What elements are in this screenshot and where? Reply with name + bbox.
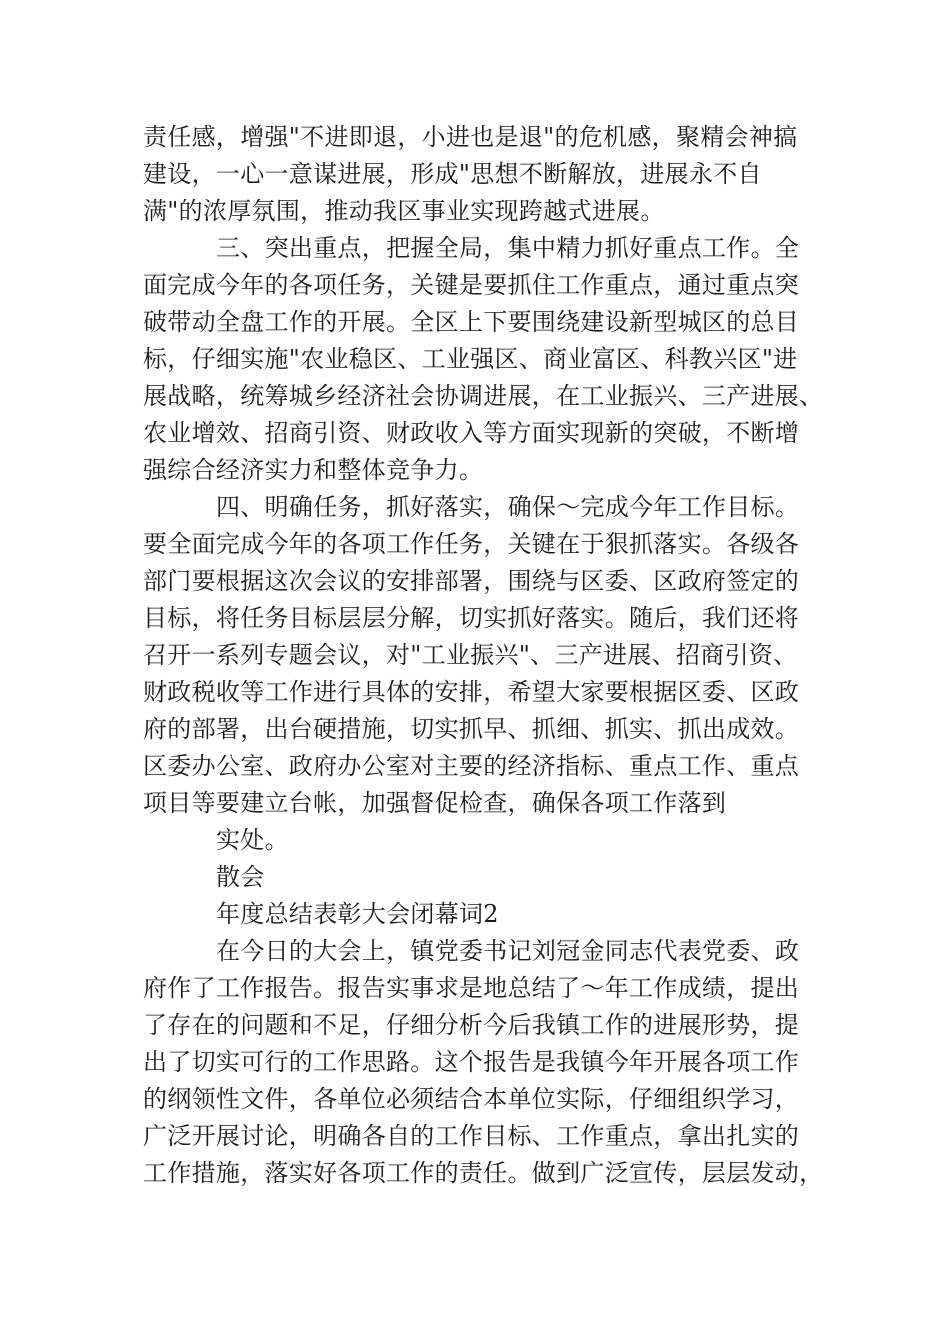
- text-line: 责任感，增强"不进即退，小进也是退"的危机感，聚精会神搞: [143, 123, 798, 151]
- text-line: 建设，一心一意谋进展，形成"思想不断解放，进展永不自: [143, 160, 762, 188]
- text-line: 实处。: [216, 826, 289, 854]
- text-line: 了存在的问题和不足，仔细分析今后我镇工作的进展形势，提: [143, 1011, 800, 1039]
- text-line: 工作措施，落实好各项工作的责任。做到广泛宣传，层层发动，: [143, 1159, 824, 1187]
- text-line: 标，仔细实施"农业稳区、工业强区、商业富区、科教兴区"进: [143, 345, 798, 373]
- text-line: 区委办公室、政府办公室对主要的经济指标、重点工作、重点: [143, 752, 800, 780]
- text-line: 在今日的大会上，镇党委书记刘冠金同志代表党委、政: [216, 937, 800, 965]
- text-line: 府作了工作报告。报告实事求是地总结了～年工作成绩，提出: [143, 974, 800, 1002]
- section-heading: 年度总结表彰大会闭幕词2: [216, 900, 499, 928]
- text-line: 满"的浓厚氛围，推动我区事业实现跨越式进展。: [143, 197, 665, 225]
- text-line: 四、明确任务，抓好落实，确保～完成今年工作目标。: [216, 493, 800, 521]
- text-line: 破带动全盘工作的开展。全区上下要围绕建设新型城区的总目: [143, 308, 800, 336]
- text-line: 广泛开展讨论，明确各自的工作目标、工作重点，拿出扎实的: [143, 1122, 800, 1150]
- text-line: 强综合经济实力和整体竞争力。: [143, 456, 484, 484]
- text-line: 目标，将任务目标层层分解，切实抓好落实。随后，我们还将: [143, 604, 800, 632]
- text-line: 府的部署，出台硬措施，切实抓早、抓细、抓实、抓出成效。: [143, 715, 800, 743]
- text-line: 财政税收等工作进行具体的安排，希望大家要根据区委、区政: [143, 678, 800, 706]
- text-line: 三、突出重点，把握全局，集中精力抓好重点工作。全: [216, 234, 800, 262]
- text-line: 展战略，统筹城乡经济社会协调进展，在工业振兴、三产进展、: [143, 382, 824, 410]
- text-line: 面完成今年的各项任务，关键是要抓住工作重点，通过重点突: [143, 271, 800, 299]
- text-line: 项目等要建立台帐，加强督促检查，确保各项工作落到: [143, 789, 727, 817]
- text-line: 的纲领性文件，各单位必须结合本单位实际，仔细组织学习，: [143, 1085, 800, 1113]
- text-line: 农业增效、招商引资、财政收入等方面实现新的突破，不断增: [143, 419, 800, 447]
- text-line: 要全面完成今年的各项工作任务，关键在于狠抓落实。各级各: [143, 530, 800, 558]
- text-line: 出了切实可行的工作思路。这个报告是我镇今年开展各项工作: [143, 1048, 800, 1076]
- section-heading: 散会: [216, 863, 265, 891]
- text-line: 召开一系列专题会议，对"工业振兴"、三产进展、招商引资、: [143, 641, 798, 669]
- text-line: 部门要根据这次会议的安排部署，围绕与区委、区政府签定的: [143, 567, 800, 595]
